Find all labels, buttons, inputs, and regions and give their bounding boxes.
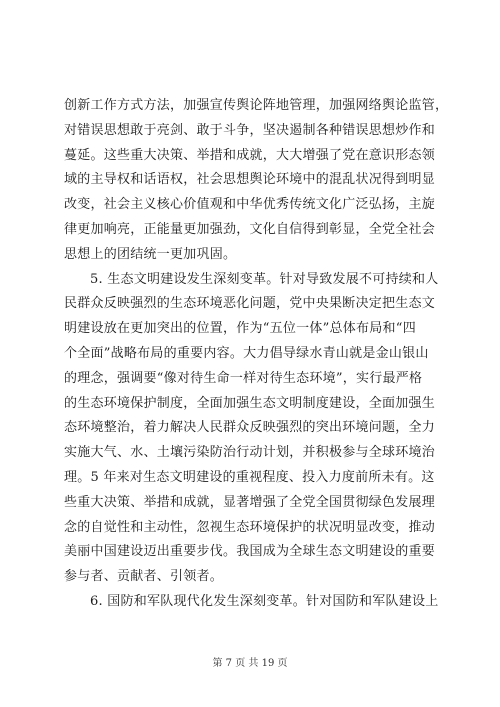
text-line: 律更加响亮，正能量更加强劲，文化自信得到彰显，全党全社会: [64, 221, 436, 237]
text-line: 创新工作方式方法，加强宣传舆论阵地管理，加强网络舆论监管，: [64, 98, 449, 113]
text-line: 明建设放在更加突出的位置，作为“五位一体”总体布局和“四: [64, 321, 416, 337]
text-line: 实施大气、水、土壤污染防治行动计划，并积极参与全球环境治: [64, 445, 436, 461]
text-line: 域的主导权和话语权，社会思想舆论环境中的混乱状况得到明显: [64, 172, 436, 188]
text-line: 理。5 年来对生态文明建设的重视程度、投入力度前所未有。这: [64, 469, 435, 485]
text-line: 的生态环境保护制度，全面加强生态文明制度建设，全面加强生: [64, 395, 436, 411]
document-body: [64, 94, 449, 615]
text-line: 改变，社会主义核心价值观和中华优秀传统文化广泛弘扬，主旋: [64, 197, 436, 213]
text-line: 蔓延。这些重大决策、举措和成就，大大增强了党在意识形态领: [64, 147, 436, 163]
text-line: 参与者、贡献者、引领者。: [64, 569, 224, 585]
text-line: 思想上的团结统一更加巩固。: [64, 246, 237, 262]
text-line: 念的自觉性和主动性，忽视生态环境保护的状况明显改变，推动: [64, 519, 436, 535]
text-line: 的理念，强调要“像对待生命一样对待生态环境”，实行最严格: [64, 370, 423, 386]
text-line: 些重大决策、举措和成就，显著增强了全党全国贯彻绿色发展理: [64, 494, 436, 510]
paragraph-heading-line: 6. 国防和军队现代化发生深刻变革。针对国防和军队建设上: [90, 593, 439, 609]
text-line: 美丽中国建设迈出重要步伐。我国成为全球生态文明建设的重要: [64, 544, 436, 560]
text-line: 对错误思想敢于亮剑、敢于斗争，坚决遏制各种错误思想炒作和: [64, 122, 436, 138]
paragraph-heading-line: 5. 生态文明建设发生深刻变革。针对导致发展不可持续和人: [90, 271, 439, 287]
page-number-footer: 第 7 页 共 19 页: [212, 658, 288, 669]
text-line: 态环境整治，着力解决人民群众反映强烈的突出环境问题，全力: [64, 420, 436, 436]
text-line: 个全面”战略布局的重要内容。大力倡导绿水青山就是金山银山: [64, 345, 429, 361]
text-line: 民群众反映强烈的生态环境恶化问题，党中央果断决定把生态文: [64, 296, 436, 312]
